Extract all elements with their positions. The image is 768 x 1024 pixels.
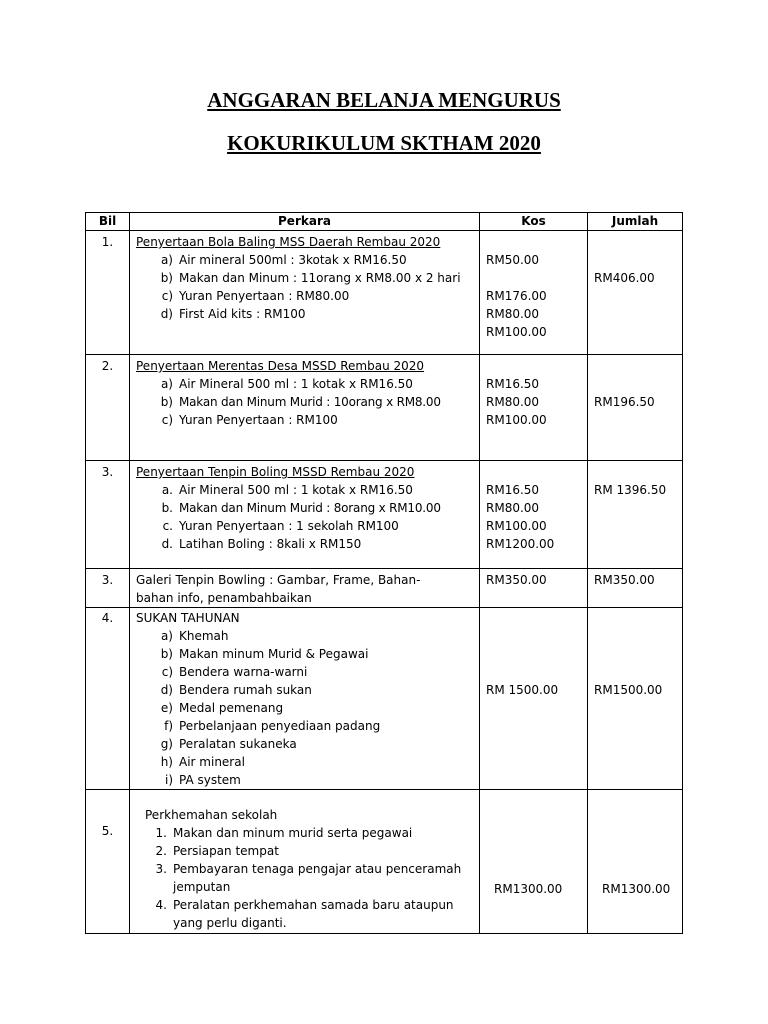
row-jumlah — [588, 569, 683, 608]
page-title-line-2: KOKURIKULUM SKTHAM 2020 — [227, 131, 541, 155]
row-kos — [480, 790, 588, 934]
kos-value: RM80.00 — [486, 395, 540, 409]
list-item: a) Air Mineral 500 ml : 1 kotak x RM16.50 — [160, 377, 413, 391]
header-kos: Kos — [480, 213, 588, 231]
row-jumlah — [588, 231, 683, 355]
header-bil: Bil — [86, 213, 130, 231]
row-jumlah — [588, 461, 683, 569]
row-heading: Perkhemahan sekolah — [145, 808, 278, 822]
list-item: d. Latihan Boling : 8kali x RM150 — [161, 537, 362, 551]
kos-value: RM50.00 — [486, 253, 540, 267]
list-item: a) Khemah — [160, 629, 229, 643]
list-item: d) Bendera rumah sukan — [160, 683, 312, 697]
header-perkara: Perkara — [130, 213, 480, 231]
row-perkara — [130, 355, 480, 461]
row-kos — [480, 355, 588, 461]
list-item: h) Air mineral — [160, 755, 245, 769]
jumlah-value: RM 1396.50 — [594, 483, 667, 497]
row-jumlah — [588, 355, 683, 461]
list-item: 1. Makan dan minum murid serta pegawai — [155, 826, 413, 840]
page-title-line-1: ANGGARAN BELANJA MENGURUS — [207, 88, 561, 112]
kos-value: RM100.00 — [486, 519, 547, 533]
table-row — [86, 461, 683, 569]
kos-value: RM176.00 — [486, 289, 547, 303]
kos-value: RM 1500.00 — [486, 683, 559, 697]
row-kos — [480, 569, 588, 608]
header-jumlah: Jumlah — [588, 213, 683, 231]
row-kos — [480, 461, 588, 569]
table-row — [86, 231, 683, 355]
row-heading: SUKAN TAHUNAN — [136, 611, 240, 625]
row-bil: 2. — [86, 355, 130, 461]
list-item: b) Makan dan Minum Murid : 10orang x RM8.00 — [160, 395, 441, 409]
list-item: 4. Peralatan perkhemahan samada baru ataupun yang perlu diganti. — [155, 898, 454, 930]
list-item: i) PA system — [164, 773, 241, 787]
row-heading: Penyertaan Merentas Desa MSSD Rembau 2020 — [136, 359, 425, 373]
list-item: c. Yuran Penyertaan : 1 sekolah RM100 — [162, 519, 399, 533]
row-jumlah — [588, 790, 683, 934]
row-kos — [480, 231, 588, 355]
kos-value: RM100.00 — [486, 413, 547, 427]
row-text: Galeri Tenpin Bowling : Gambar, Frame, Bahan-bahan info, penambahbaikan — [136, 573, 421, 605]
jumlah-value: RM1500.00 — [594, 683, 663, 697]
list-item: g) Peralatan sukaneka — [160, 737, 297, 751]
list-item: d) First Aid kits : RM100 — [160, 307, 306, 321]
jumlah-value: RM1300.00 — [602, 882, 671, 896]
jumlah-value: RM406.00 — [594, 271, 655, 285]
row-kos — [480, 608, 588, 790]
row-perkara — [130, 608, 480, 790]
kos-value: RM350.00 — [486, 573, 547, 587]
kos-value: RM16.50 — [486, 377, 540, 391]
budget-table — [85, 212, 683, 934]
table-row — [86, 569, 683, 608]
row-perkara — [130, 569, 480, 608]
row-heading: Penyertaan Bola Baling MSS Daerah Rembau 2020 — [136, 235, 441, 249]
row-perkara — [130, 790, 480, 934]
kos-value: RM16.50 — [486, 483, 540, 497]
kos-value: RM1300.00 — [494, 882, 563, 896]
kos-value: RM1200.00 — [486, 537, 555, 551]
table-header-row — [86, 213, 683, 231]
kos-value: RM80.00 — [486, 501, 540, 515]
table-row — [86, 355, 683, 461]
list-item: b) Makan minum Murid & Pegawai — [160, 647, 369, 661]
list-item: b. Makan dan Minum Murid : 8orang x RM10.00 — [161, 501, 441, 515]
list-item: c) Bendera warna-warni — [161, 665, 308, 679]
jumlah-value: RM196.50 — [594, 395, 655, 409]
list-item: a) Air mineral 500ml : 3kotak x RM16.50 — [160, 253, 407, 267]
row-bil: 5. — [86, 790, 130, 934]
kos-value: RM100.00 — [486, 325, 547, 339]
row-jumlah — [588, 608, 683, 790]
table-row — [86, 608, 683, 790]
table-row — [86, 790, 683, 934]
row-bil: 1. — [86, 231, 130, 355]
row-bil: 3. — [86, 461, 130, 569]
row-heading: Penyertaan Tenpin Boling MSSD Rembau 2020 — [136, 465, 415, 479]
list-item: 3. Pembayaran tenaga pengajar atau penceramah jemputan — [155, 862, 462, 894]
row-bil: 4. — [86, 608, 130, 790]
list-item: b) Makan dan Minum : 11orang x RM8.00 x 2 hari — [160, 271, 461, 285]
row-bil: 3. — [86, 569, 130, 608]
kos-value: RM80.00 — [486, 307, 540, 321]
list-item: c) Yuran Penyertaan : RM100 — [161, 413, 338, 427]
list-item: f) Perbelanjaan penyediaan padang — [164, 719, 381, 733]
list-item: c) Yuran Penyertaan : RM80.00 — [161, 289, 350, 303]
list-item: 2. Persiapan tempat — [155, 844, 279, 858]
list-item: e) Medal pemenang — [160, 701, 284, 715]
list-item: a. Air Mineral 500 ml : 1 kotak x RM16.50 — [161, 483, 413, 497]
row-perkara — [130, 461, 480, 569]
row-perkara — [130, 231, 480, 355]
jumlah-value: RM350.00 — [594, 573, 655, 587]
